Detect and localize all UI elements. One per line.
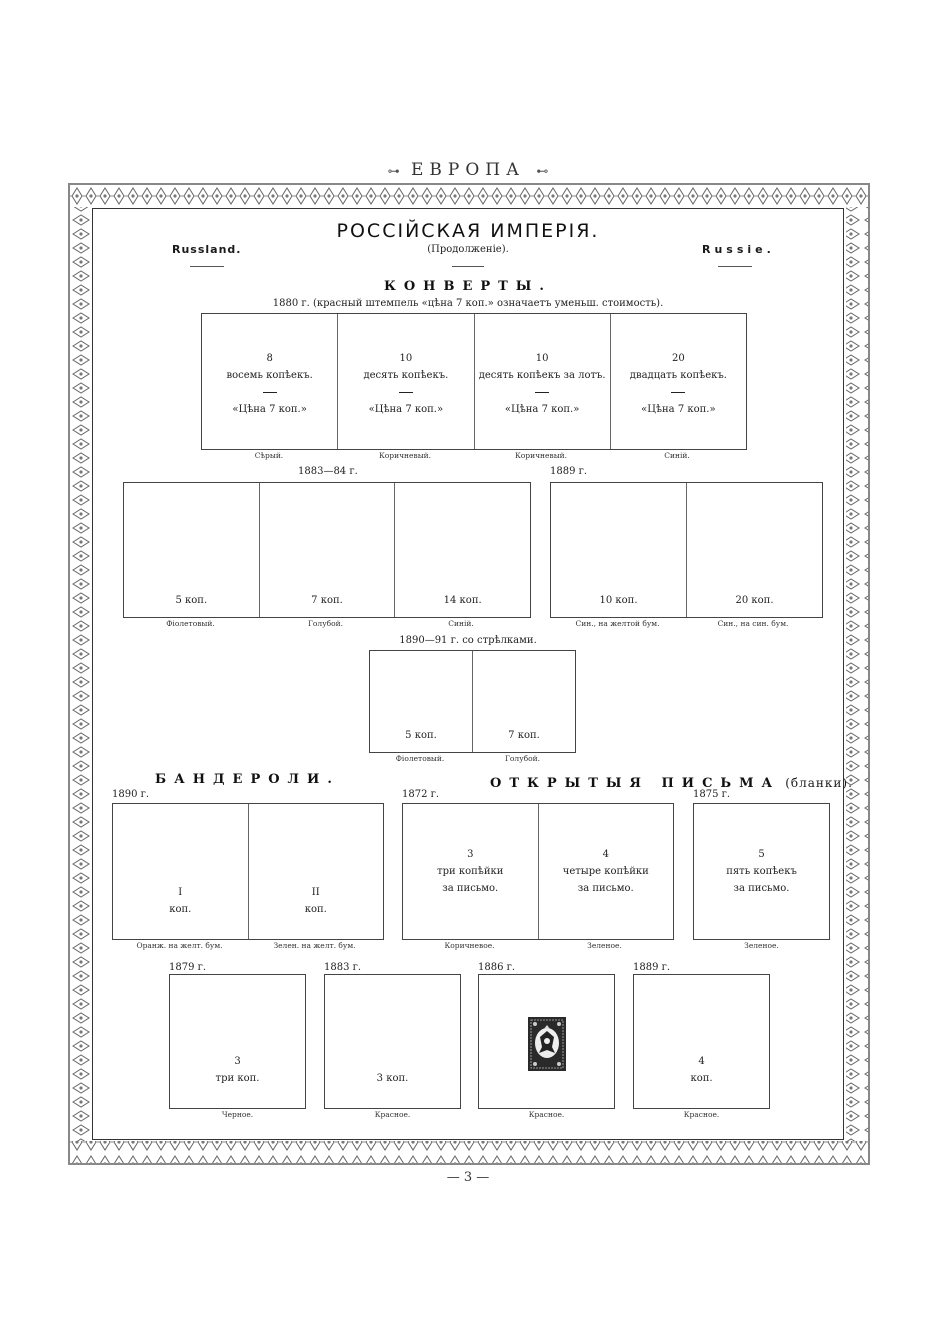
envelope-slot: [551, 483, 687, 617]
postcards-title: ОТКРЫТЫЯ ПИСЬМА: [490, 776, 781, 791]
unit: коп.: [169, 904, 192, 915]
ornament-right: ⊷: [536, 164, 549, 178]
price-note: «Цѣна 7 коп.»: [504, 404, 580, 415]
value: 4: [602, 849, 609, 860]
value: 10: [535, 353, 549, 364]
wrapper-slot: [249, 804, 384, 939]
dash: [399, 392, 413, 393]
value-words: четыре копѣйки: [562, 866, 649, 877]
continuation-label: (Продолженіе).: [427, 244, 509, 255]
caption: Син., на син. бум.: [717, 619, 789, 628]
envelope-row-1889: [550, 482, 823, 618]
caption: Голубой.: [504, 754, 541, 763]
envelope-slot: [395, 483, 530, 617]
header-title: ЕВРОПА: [411, 160, 525, 180]
value: 3 коп.: [376, 1073, 409, 1084]
purpose: за письмо.: [577, 883, 634, 894]
value-words: десять копѣекъ.: [363, 370, 449, 381]
value: 4: [698, 1056, 705, 1067]
envelope-slot: [338, 314, 474, 449]
value-words: три коп.: [215, 1073, 260, 1084]
wrappers-year: 1890 г.: [112, 789, 150, 800]
unit: коп.: [304, 904, 327, 915]
stamp-image: [528, 1017, 566, 1071]
envelope-slot: [202, 314, 338, 449]
dash: [671, 392, 685, 393]
envelopes-1889-label: 1889 г.: [550, 466, 588, 477]
envelope-slot: [687, 483, 822, 617]
caption: Фіолетовый.: [395, 754, 445, 763]
postcard-slot: [403, 804, 539, 939]
caption: Красное.: [528, 1110, 565, 1119]
value: 7 коп.: [508, 730, 540, 741]
value-words: десять копѣекъ за лотъ.: [478, 370, 606, 381]
postcards-1875-year: 1875 г.: [693, 789, 731, 800]
envelopes-1890-label: 1890—91 г. со стрѣлками.: [399, 635, 537, 646]
caption: Зеленое.: [587, 941, 622, 950]
caption: Зелен. на желт. бум.: [273, 941, 356, 950]
value-words: пять копѣекъ: [726, 866, 797, 877]
page-number: — 3 —: [446, 1170, 490, 1185]
postcards-1879-year: 1879 г.: [169, 962, 207, 973]
envelope-row-1883: [123, 482, 531, 618]
country-french: Russie.: [702, 243, 775, 256]
dash: [535, 392, 549, 393]
envelopes-1883-label: 1883—84 г.: [298, 466, 358, 477]
value: 20 коп.: [735, 595, 774, 606]
caption: Синій.: [448, 619, 474, 628]
purpose: за письмо.: [442, 883, 499, 894]
value: I: [178, 887, 183, 898]
value: 14 коп.: [443, 595, 482, 606]
value: 3: [234, 1056, 241, 1067]
value: 5 коп.: [405, 730, 437, 741]
purpose: за письмо.: [733, 883, 790, 894]
dash: [263, 392, 277, 393]
unit: коп.: [690, 1073, 713, 1084]
envelopes-title: КОНВЕРТЫ.: [384, 279, 552, 294]
wrapper-slot: [113, 804, 249, 939]
ornament-left: ⊶: [387, 164, 400, 178]
value-words: восемь копѣекъ.: [226, 370, 313, 381]
value-words: три копѣйки: [437, 866, 504, 877]
caption: Коричневый.: [514, 451, 568, 460]
country-title: РОССІЙСКАЯ ИМПЕРІЯ.: [336, 220, 600, 242]
postcard-slot-1889: [633, 974, 770, 1109]
caption: Черное.: [221, 1110, 254, 1119]
postcard-slot-1883: [324, 974, 461, 1109]
value: 8: [266, 353, 273, 364]
postcard-slot-1875: [693, 803, 830, 940]
value-words: двадцать копѣекъ.: [629, 370, 727, 381]
divider-center: [452, 266, 484, 267]
price-note: «Цѣна 7 коп.»: [232, 404, 307, 415]
price-note: «Цѣна 7 коп.»: [641, 404, 716, 415]
postcards-1883-year: 1883 г.: [324, 962, 362, 973]
value: 10 коп.: [599, 595, 638, 606]
value: 7 коп.: [311, 595, 343, 606]
caption: Сѣрый.: [254, 451, 284, 460]
divider-left: [190, 266, 224, 267]
value: 20: [672, 353, 685, 364]
envelopes-1880-subtitle: 1880 г. (красный штемпель «цѣна 7 коп.» означаетъ уменьш. стоимость).: [272, 298, 664, 309]
envelope-slot: [260, 483, 396, 617]
caption: Син., на желтой бум.: [575, 619, 660, 628]
value: 5: [758, 849, 765, 860]
postcard-slot: [539, 804, 674, 939]
wrappers-title: БАНДЕРОЛИ.: [155, 772, 340, 787]
caption: Красное.: [374, 1110, 411, 1119]
postcards-1889-year: 1889 г.: [633, 962, 671, 973]
value: 3: [467, 849, 474, 860]
postcards-1886-year: 1886 г.: [478, 962, 516, 973]
caption: Оранж. на желт. бум.: [136, 941, 223, 950]
postcard-slot-1886: [478, 974, 615, 1109]
envelope-slot: [611, 314, 746, 449]
caption: Синій.: [664, 451, 690, 460]
postcards-1872-year: 1872 г.: [402, 789, 440, 800]
envelope-slot: [473, 651, 575, 752]
caption: Зеленое.: [744, 941, 779, 950]
envelope-row-1880: [201, 313, 747, 450]
caption: Голубой.: [307, 619, 344, 628]
envelope-slot: [370, 651, 473, 752]
value: 10: [399, 353, 413, 364]
caption: Коричневый.: [378, 451, 432, 460]
value: II: [311, 887, 320, 898]
price-note: «Цѣна 7 коп.»: [368, 404, 444, 415]
caption: Красное.: [683, 1110, 720, 1119]
wrapper-row-1890: [112, 803, 384, 940]
postcards-heading: [490, 772, 853, 791]
caption: Коричневое.: [444, 941, 495, 950]
envelope-slot: [475, 314, 611, 449]
country-german: Russland.: [172, 243, 242, 256]
caption: Фіолетовый.: [166, 619, 215, 628]
postcard-slot-1879: [169, 974, 306, 1109]
divider-right: [718, 266, 752, 267]
value: 5 коп.: [175, 595, 208, 606]
postcards-title-suffix: (бланки).: [785, 776, 853, 790]
envelope-slot: [124, 483, 260, 617]
envelope-row-1890: [369, 650, 576, 753]
postcard-row-1872: [402, 803, 674, 940]
page-header: [0, 160, 936, 180]
